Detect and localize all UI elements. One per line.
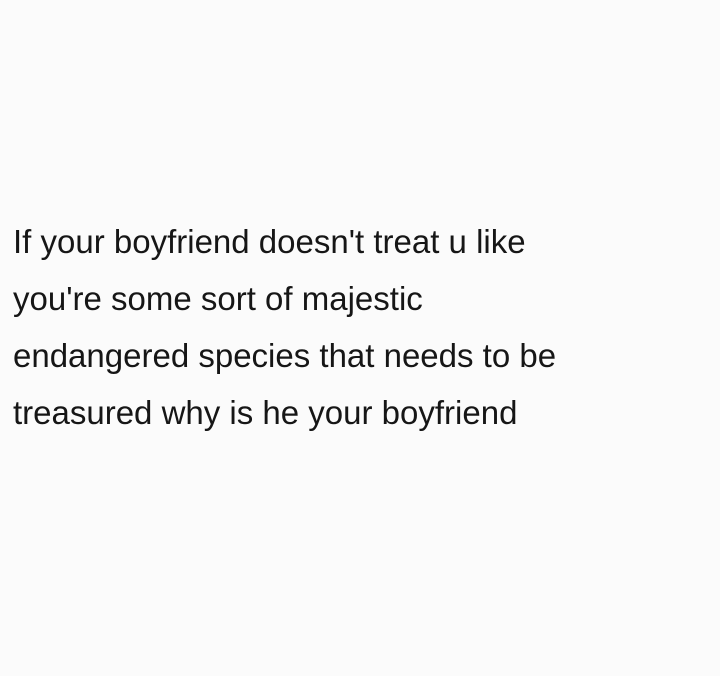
quote-line-3: endangered species that needs to be	[13, 337, 557, 374]
quote-line-2: you're some sort of majestic	[13, 280, 423, 317]
quote-line-1: If your boyfriend doesn't treat u like	[13, 223, 526, 260]
quote-line-4: treasured why is he your boyfriend	[13, 394, 518, 431]
quote-text	[13, 213, 713, 441]
